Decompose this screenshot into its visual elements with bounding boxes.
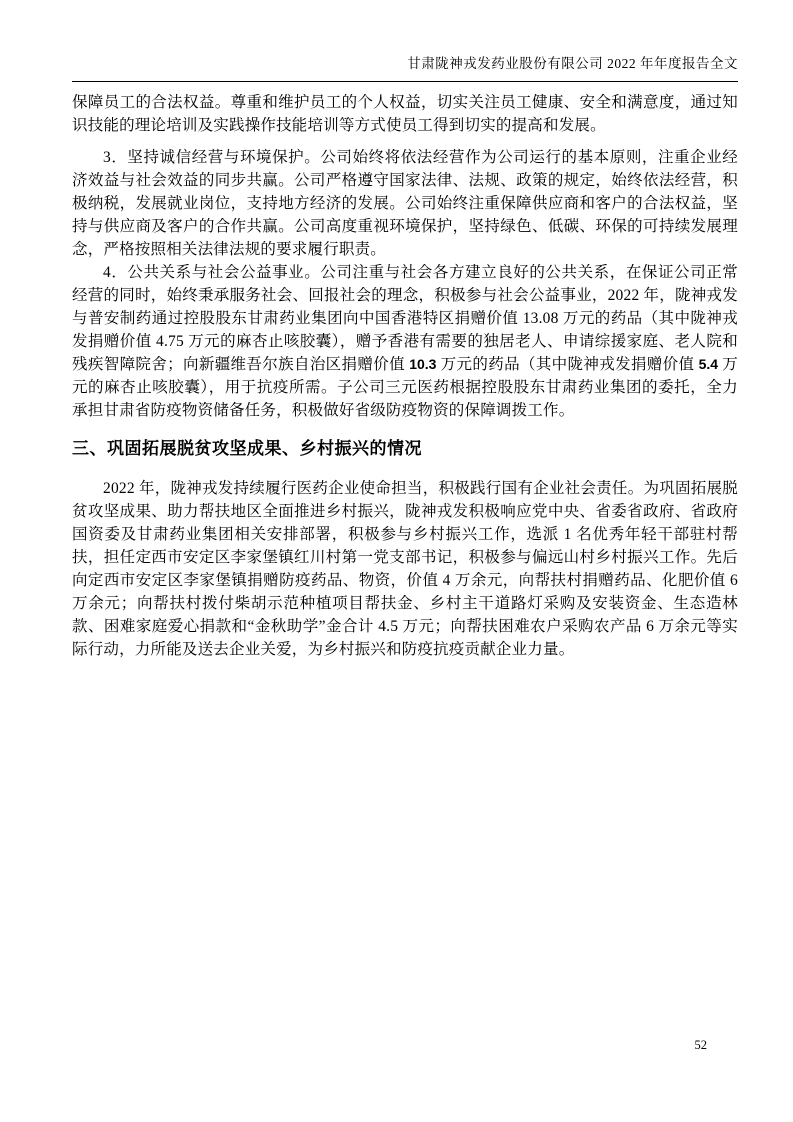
page-body (72, 91, 738, 661)
donation-value-longshen: 5.4 (698, 356, 719, 372)
paragraph-employee-rights: 保障员工的合法权益。尊重和维护员工的个人权益，切实关注员工健康、安全和满意度，通过知识技能的理论培训及实践操作技能培训等方式使员工得到切实的提高和发展。 (72, 94, 738, 134)
paragraph-public-welfare (72, 261, 738, 422)
section-heading-rural-revitalization: 三、巩固拓展脱贫攻坚成果、乡村振兴的情况 (72, 439, 422, 458)
donation-value-xinjiang: 10.3 (409, 356, 437, 372)
paragraph-integrity-environment: 3．坚持诚信经营与环境保护。公司始终将依法经营作为公司运行的基本原则，注重企业经济效益与社会效益的同步共赢。公司严格遵守国家法律、法规、政策的规定，始终依法经营，积极纳税，发展就业岗位，支持地方经济的发展。公司始终注重保障供应商和客户的合法权益，坚持与供应商及客户的合作共赢。公司高度重视环境保护，坚持绿色、低碳、环保的可持续发展理念，严格按照相关法律法规的要求履行职责。 (72, 149, 738, 258)
paragraph-public-welfare-text-1: 4．公共关系与社会公益事业。公司注重与社会各方建立良好的公共关系，在保证公司正常经营的同时，始终秉承服务社会、回报社会的理念，积极参与社会公益事业，2022 年，陇神戎发与普安制药通过控股股东甘肃药业集团向中国香港特区捐赠价值 13.08 万元的药品（其中陇神戎发捐赠价值 4.75 万元的麻杏止咳胶囊），赠予香港有需要的独居老人、申请综援家庭、老人院和残疾智障院舍；向新疆维吾尔族自治区捐赠价值 (72, 264, 738, 373)
page-number: 52 (694, 1038, 707, 1052)
header-title: 甘肃陇神戎发药业股份有限公司 2022 年年度报告全文 (407, 56, 738, 71)
page-header (72, 54, 738, 82)
paragraph-public-welfare-text-2: 万元的药品（其中陇神戎发捐赠价值 (436, 356, 699, 373)
paragraph-public-welfare-text-3: 万元的麻杏止咳胶囊），用于抗疫所需。子公司三元医药根据控股股东甘肃药业集团的委托，全力承担甘肃省防疫物资储备任务，积极做好省级防疫物资的保障调拨工作。 (72, 356, 739, 419)
paragraph-rural-revitalization: 2022 年，陇神戎发持续履行医药企业使命担当，积极践行国有企业社会责任。为巩固拓展脱贫攻坚成果、助力帮扶地区全面推进乡村振兴，陇神戎发积极响应党中央、省委省政府、省政府国资委及甘肃药业集团相关安排部署，积极参与乡村振兴工作，选派 1 名优秀年轻干部驻村帮扶，担任定西市安定区李家堡镇红川村第一党支部书记，积极参与偏远山村乡村振兴工作。先后向定西市安定区李家堡镇捐赠防疫药品、物资，价值 4 万余元，向帮扶村捐赠药品、化肥价值 6 万余元；向帮扶村拨付柴胡示范种植项目帮扶金、乡村主干道路灯采购及安装资金、生态造林款、困难家庭爱心捐款和“金秋助学”金合计 4.5 万元；向帮扶困难农户采购农产品 6 万余元等实际行动，力所能及送去企业关爱，为乡村振兴和防疫抗疫贡献企业力量。 (72, 480, 738, 658)
